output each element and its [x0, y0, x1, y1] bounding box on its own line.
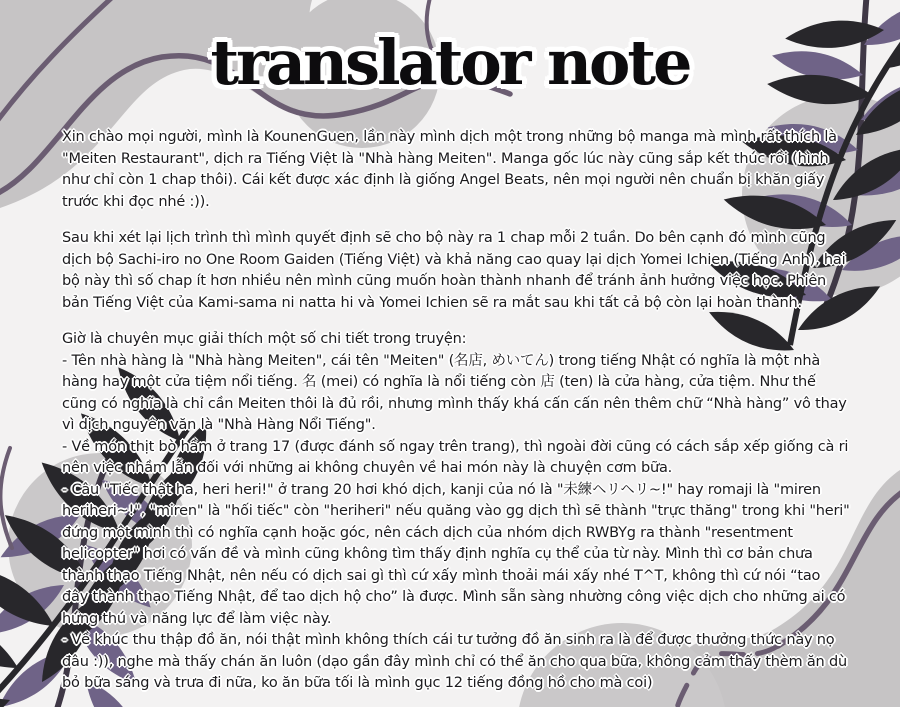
note-item-meiten-name: - Tên nhà hàng là "Nhà hàng Meiten", cái tên "Meiten" (名店, めいてん) trong tiếng Nhật có nghĩa là một nhà hàng hay một cửa tiệm nổi tiếng. 名 (mei) có nghĩa là nổi tiếng còn 店 (ten) là cửa hàng, cửa tiệm. Như thế cũng có nghĩa là chỉ cần Meiten thôi là đủ rồi, nhưng mình thấy khá cấn cấn nên thêm chữ “Nhà hàng” vô thay vì dịch nguyên văn là "Nhà Hàng Nổi Tiếng". [62, 352, 847, 433]
note-item-food-gathering: - Về khúc thu thập đồ ăn, nói thật mình không thích cái tư tưởng đồ ăn sinh ra là để được thưởng thức này nọ đâu :)), nghe mà thấy chán ăn luôn (dạo gần đây mình chỉ có thể ăn cho qua bữa, không cảm thấy thèm ăn dù bỏ bữa sáng và trưa đi nữa, ko ăn bữa tối là mình gục 12 tiếng đồng hồ cho mà coi) [62, 632, 847, 691]
paragraph-series-intro: Xin chào mọi người, mình là KounenGuen, lần này mình dịch một trong những bộ manga mà mình rất thích là "Meiten Restaurant", dịch ra Tiếng Việt là "Nhà hàng Meiten". Manga gốc lúc này cũng sắp kết thúc rồi (hình như chỉ còn 1 chap thôi). Cái kết được xác định là giống Angel Beats, nên mọi người nên chuẩn bị khăn giấy trước khi đọc nhé :)). [62, 129, 837, 210]
paragraph-release-schedule: Sau khi xét lại lịch trình thì mình quyết định sẽ cho bộ này ra 1 chap mỗi 2 tuần. Do bên cạnh đó mình cũng dịch bộ Sachi-iro no One Room Gaiden (Tiếng Việt) và khả năng cao quay lại dịch Yomei Ichien (Tiếng Anh), hai bộ này thì số chap ít hơn nhiều nên mình cũng muốn hoàn thành nhanh để tránh ảnh hưởng việc học. Phiên bản Tiếng Việt của Kami-sama ni natta hi và Yomei Ichien sẽ ra mắt sau khi tất cả bộ còn lại hoàn thành. [62, 230, 846, 311]
page-title: translator note [210, 26, 690, 99]
note-body [62, 127, 850, 695]
notes-intro: Giờ là chuyên mục giải thích một số chi tiết trong truyện: [62, 331, 467, 347]
note-item-heriheri: - Câu "Tiếc thật ha, heri heri!" ở trang 20 hơi khó dịch, kanji của nó là "未練ヘリヘリ~!" hay romaji là "miren heriheri~!", "miren" là "hối tiếc" còn "heriheri" nếu quăng vào gg dịch thì sẽ thành "trực thăng" trong khi "heri" đứng một mình thì có nghĩa cạnh hoặc góc, nên cách dịch của nhóm dịch RWBYg ra thành "resentment helicopter" hơi có vấn đề và mình cũng không tìm thấy định nghĩa cụ thể của từ này. Mình thì cơ bản chưa thành thạo Tiếng Nhật, nên nếu có dịch sai gì thì cứ xấy mình thoải mái xấy nhé T^T, không thì cứ nói “tao đây thành thạo Tiếng Nhật, để tao dịch hộ cho” là được. Mình sẵn sàng nhường công việc dịch cho những ai có hứng thú và năng lực để làm việc này. [62, 481, 850, 627]
note-item-beef-stew: - Về món thịt bò hầm ở trang 17 (được đánh số ngay trên trang), thì ngoài đời cũng có cách sắp xếp giống cà ri nên việc nhầm lẫn đối với những ai không chuyên về hai món này là chuyện cơm bữa. [62, 438, 849, 476]
